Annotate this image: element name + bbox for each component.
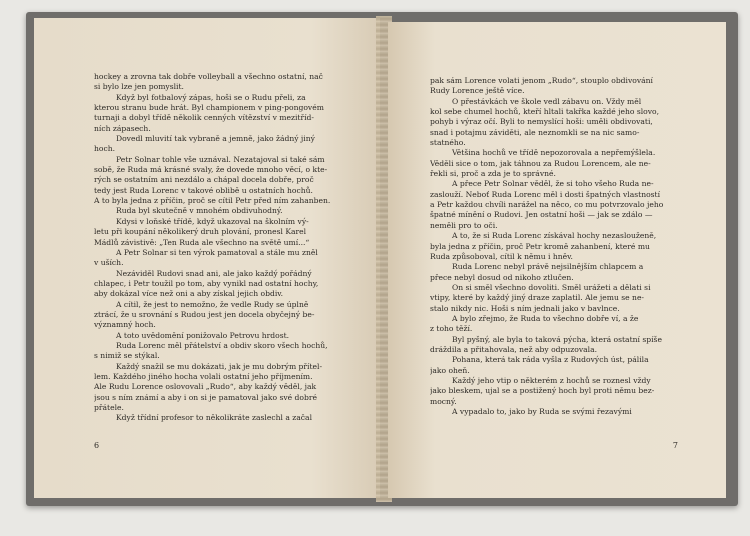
right-page (388, 22, 726, 498)
text-line: statného. (430, 138, 466, 148)
text-line: pohyb i výraz očí. Byli to nemyslící hoši: uměli obdivovati, (430, 117, 653, 127)
text-line: hockey a zrovna tak dobře volleyball a všechno ostatní, nač (94, 72, 323, 81)
left-page-number: 6 (94, 441, 100, 450)
text-line: neměli pro to oči. (430, 220, 498, 230)
text-line: Nezáviděl Rudovi snad ani, ale jako každý pořádný (116, 268, 312, 278)
right-page-number: 7 (672, 441, 678, 450)
text-line: přece nebyl dosud od nikoho ztlučen. (430, 272, 574, 282)
text-line: ních zápasech. (94, 123, 151, 133)
text-line: Kdysi v loňské třídě, když ukazoval na školním vý- (116, 216, 309, 226)
text-line: A to, že si Ruda Lorenc získával hochy nezaslouženě, (452, 231, 657, 241)
text-line: jsou s ním známí a aby i on si je pamatoval jako své dobré (94, 392, 317, 402)
text-line: z toho těží. (430, 324, 473, 334)
text-line: Věděli sice o tom, jak táhnou za Rudou Lorencem, ale ne- (430, 158, 651, 168)
text-line: O přestávkách ve škole vedl zábavu on. Vždy měl (452, 96, 642, 106)
text-line: vtipy, které by každý jiný draze zaplatil. Ale jemu se ne- (430, 293, 644, 303)
text-line: a Petr každou chvíli narážel na něco, co mu potvrzovalo jeho (430, 200, 664, 210)
text-line: rých se ostatním ani nezdálo a chápal docela dobře, proč (94, 175, 314, 185)
text-line: byla jedna z příčin, proč Petr kromě zahanbení, které mu (430, 241, 650, 251)
text-line: významný hoch. (94, 320, 156, 330)
text-line: Ruda byl skutečně v mnohém obdivuhodný. (116, 206, 283, 216)
left-page (34, 18, 380, 498)
text-line: Většina hochů ve třídě nepozorovala a nepřemýšlela. (452, 148, 656, 158)
text-line: lem. Každého jiného hocha volali ostatní jeho příjmením. (94, 371, 313, 381)
text-line: Petr Solnar tohle vše uznával. Nezatajoval si také sám (116, 154, 325, 164)
text-line: Dovedl mluvití tak vybraně a jemně, jako žádný jiný (116, 134, 315, 144)
text-line: stalo nikdy nic. Hoši s ním jednali jako v bavlnce. (430, 303, 620, 313)
text-line: Když třídní profesor to několikráte zaslechl a začal (116, 413, 313, 423)
text-line: jako oheň. (430, 365, 470, 375)
text-line: pak sám Lorence volati jenom „Rudo“, stouplo obdivování (430, 76, 653, 85)
text-line: On si směl všechno dovoliti. Směl urážeti a dělati si (452, 282, 651, 292)
left-page-text (94, 72, 358, 424)
text-line: Mádlů závistivě: „Ten Ruda ale všechno na světě umí...“ (94, 237, 310, 247)
text-line: v uších. (94, 258, 124, 268)
text-line: zaslouží. Neboť Ruda Lorenc měl i dosti špatných vlastností (430, 189, 661, 199)
text-line: ztrácí, že u srovnání s Rudou jest jen docela obyčejný be- (94, 309, 315, 319)
text-line: Rudy Lorence ještě více. (430, 86, 525, 96)
text-line: přátele. (94, 403, 124, 412)
text-line: A vypadalo to, jako by Ruda se svými řezavými (452, 407, 632, 416)
text-line: A toto uvědomění ponižovalo Petrovu hrdost. (116, 330, 290, 340)
text-line: sobě, že Ruda má krásné svaly, že dovede mnoho věcí, o kte- (94, 165, 328, 175)
text-line: aby dokázal více než oni a aby získal jejich obdiv. (94, 289, 284, 299)
text-line: dráždila a přitahovala, než aby odpuzovala. (430, 344, 598, 354)
text-line: A to byla jedna z příčin, proč se cítil Petr před ním zahanben. (94, 196, 331, 206)
text-line: kterou stranu bude hrát. Byl championem v ping-pongovém (94, 103, 324, 113)
text-line: tedy jest Ruda Lorenc v takové oblibě u ostatních hochů. (94, 185, 313, 195)
text-line: letu při koupání několikerý druh plování, pronesl Karel (94, 227, 307, 237)
text-line: jako bleskem, ujal se a postižený hoch byl proti němu bez- (430, 386, 655, 396)
text-line: Když byl fotbalový zápas, hoši se o Rudu přeli, za (116, 92, 306, 102)
text-line: A přece Petr Solnar věděl, že si toho všeho Ruda ne- (452, 179, 654, 189)
text-line: chlapec, i Petr toužil po tom, aby vynikl nad ostatní hochy, (94, 278, 319, 288)
text-line: Byl pyšný, ale byla to taková pýcha, která ostatní spíše (452, 334, 662, 344)
text-line: s nimiž se stýkal. (94, 351, 160, 361)
text-line: Pohana, která tak ráda vyšla z Rudových úst, pálila (452, 355, 649, 365)
text-line: Ale Rudu Lorence oslovovali „Rudo“, aby každý věděl, jak (94, 382, 317, 392)
text-line: A bylo zřejmo, že Ruda to všechno dobře ví, a že (452, 313, 639, 323)
right-page-text (430, 76, 676, 417)
text-line: A Petr Solnar si ten výrok pamatoval a stále mu zněl (116, 247, 318, 257)
text-line: Každý jeho vtip o některém z hochů se roznesl vždy (452, 375, 651, 385)
text-line: turnaji a dobyl třídě několik cenných vítězství v mezitříd- (94, 113, 314, 123)
text-line: si bylo lze jen pomyslit. (94, 82, 184, 92)
text-line: hoch. (94, 144, 116, 154)
text-line: Ruda způsoboval, cítil k němu i hněv. (430, 251, 573, 261)
text-line: kol sebe chumel hochů, kteří hltali takřka každé jeho slovo, (430, 107, 660, 117)
text-line: řekli si, proč a zda je to správné. (430, 169, 556, 179)
text-line: špatné mínění o Rudovi. Jen ostatní hoši — jak se zdálo — (430, 210, 653, 220)
text-line: Ruda Lorenc měl přátelství a obdiv skoro všech hochů, (116, 340, 328, 350)
text-line: snad i potajmu záviděti, ale neznomkli se na nic samo- (430, 127, 640, 137)
text-line: Každý snažil se mu dokázati, jak je mu dobrým přítel- (116, 361, 323, 371)
text-line: mocný. (430, 396, 457, 406)
text-line: A cítil, že jest to nemožno, že vedle Rudy se úplně (116, 299, 309, 309)
text-line: Ruda Lorenc nebyl právě nejsilnějším chlapcem a (452, 262, 644, 272)
